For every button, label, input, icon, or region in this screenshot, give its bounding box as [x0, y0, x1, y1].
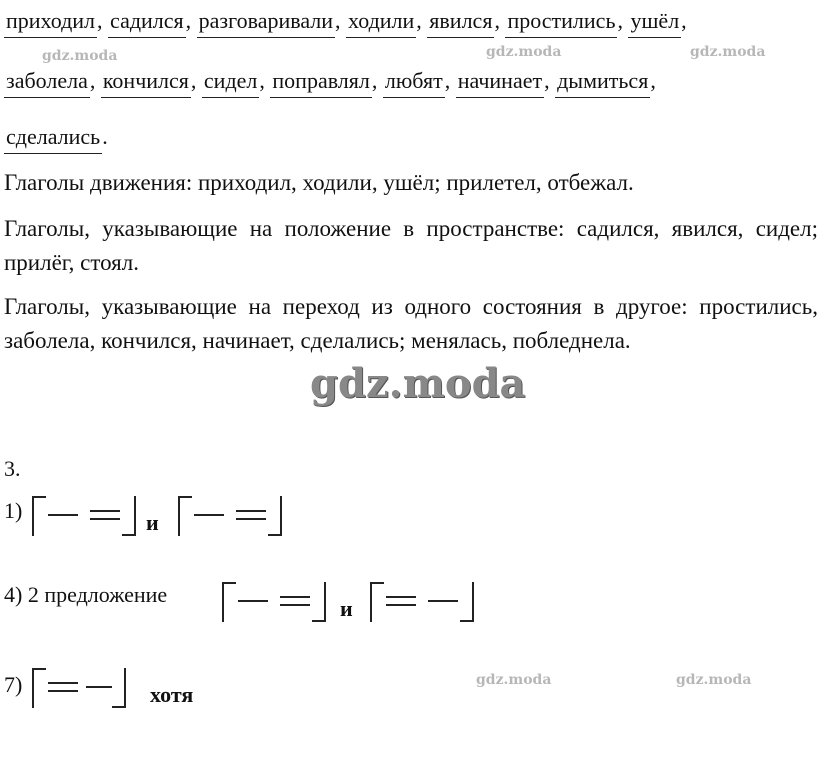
word-ushel: ушёл [630, 8, 680, 33]
word-sidel: сидел [203, 68, 258, 93]
schema-4b [370, 582, 474, 622]
word-razgovarivali: разговаривали [198, 8, 334, 33]
schema-4a [222, 582, 326, 622]
item-1-and: и [146, 510, 159, 535]
word-nachinaet: начинает [457, 68, 543, 93]
word-yavilsya: явился [429, 8, 493, 33]
schema-1b [178, 496, 282, 536]
item-4-label: 4) 2 предложение [4, 582, 168, 607]
morpheme-row-3: сделались. [6, 124, 108, 149]
watermark: gdz.moda [476, 672, 552, 688]
word-prostilis: простились [507, 8, 616, 33]
task-number: 3. [4, 456, 21, 481]
item-4-and: и [340, 596, 353, 621]
word-sadilsya: садился [110, 8, 184, 33]
schema-7a [32, 668, 126, 708]
watermark: gdz.moda [676, 672, 752, 688]
word-lyubyat: любят [384, 68, 443, 93]
word-dymitsya: дымиться [557, 68, 649, 93]
watermark: gdz.moda [42, 48, 118, 64]
watermark-big: gdz.moda [310, 360, 526, 407]
word-hodili: ходили [348, 8, 415, 33]
word-prihodil: приходил [6, 8, 96, 33]
schema-1a [32, 496, 136, 536]
watermark: gdz.moda [486, 44, 562, 60]
morpheme-row-2: заболела, кончился, сидел, поправлял, любят, начинает, дымиться, [6, 68, 656, 93]
item-1-label: 1) [4, 498, 23, 523]
item-7-label: 7) [4, 672, 23, 697]
item-7-though: хотя [150, 682, 194, 707]
paragraph-transition-verbs: Глаголы, указывающие на переход из одного состояния в другое: простились, заболела, кончился, начинает, сделались; менялась, побледнела. [4, 294, 818, 353]
paragraph-motion-verbs: Глаголы движения: приходил, ходили, ушёл; прилетел, отбежал. [4, 170, 634, 195]
word-konchilsya: кончился [102, 68, 189, 93]
word-popravlyal: поправлял [272, 68, 370, 93]
watermark: gdz.moda [690, 44, 766, 60]
morpheme-row-1: приходил, садился, разговаривали, ходили, явился, простились, ушёл, [6, 8, 687, 33]
word-zabolela: заболела [6, 68, 88, 93]
paragraph-position-verbs: Глаголы, указывающие на положение в пространстве: садился, явился, сидел; прилёг, стоял. [4, 216, 818, 275]
word-sdelalis: сделались [6, 124, 101, 149]
